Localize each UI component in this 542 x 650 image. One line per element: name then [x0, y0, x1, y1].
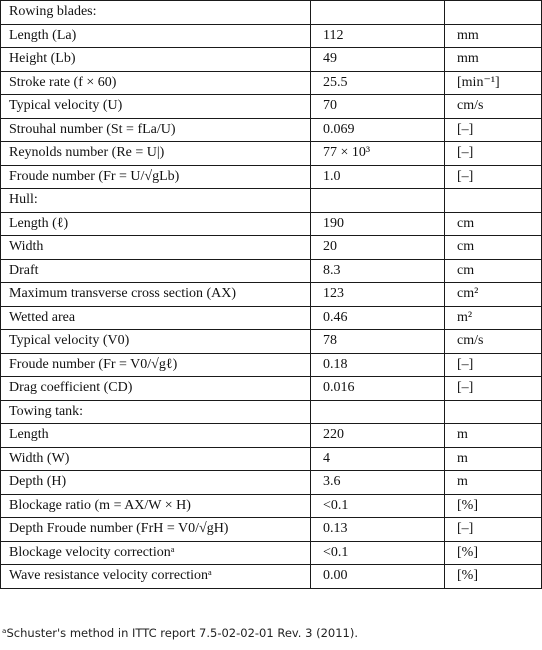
param-value — [311, 1, 445, 25]
table-row — [1, 212, 542, 236]
param-unit: [–] — [445, 165, 542, 189]
table-row — [1, 330, 542, 354]
param-label: Stroke rate (f × 60) — [1, 71, 311, 95]
param-unit: [%] — [445, 494, 542, 518]
param-unit: m — [445, 447, 542, 471]
param-unit: [min⁻¹] — [445, 71, 542, 95]
param-value: 123 — [311, 283, 445, 307]
param-label: Width — [1, 236, 311, 260]
param-label: Drag coefficient (CD) — [1, 377, 311, 401]
param-value: <0.1 — [311, 494, 445, 518]
param-label: Depth (H) — [1, 471, 311, 495]
param-value: 0.016 — [311, 377, 445, 401]
table-row — [1, 424, 542, 448]
param-unit: m — [445, 424, 542, 448]
table-row — [1, 447, 542, 471]
param-label: Blockage ratio (m = AX/W × H) — [1, 494, 311, 518]
param-label: Towing tank: — [1, 400, 311, 424]
param-unit: cm — [445, 212, 542, 236]
param-value: <0.1 — [311, 541, 445, 565]
table-row — [1, 165, 542, 189]
table-row — [1, 518, 542, 542]
param-label: Draft — [1, 259, 311, 283]
param-value: 49 — [311, 48, 445, 72]
param-unit: m² — [445, 306, 542, 330]
table-row — [1, 306, 542, 330]
param-unit — [445, 1, 542, 25]
param-value: 8.3 — [311, 259, 445, 283]
param-unit — [445, 189, 542, 213]
param-label: Reynolds number (Re = U|) — [1, 142, 311, 166]
param-unit: [–] — [445, 518, 542, 542]
param-value: 0.00 — [311, 565, 445, 589]
param-value — [311, 189, 445, 213]
param-value: 25.5 — [311, 71, 445, 95]
param-value: 0.46 — [311, 306, 445, 330]
table-row — [1, 565, 542, 589]
param-unit — [445, 400, 542, 424]
table-row — [1, 142, 542, 166]
param-unit: cm/s — [445, 330, 542, 354]
table-body — [1, 1, 542, 589]
section-row — [1, 400, 542, 424]
table-row — [1, 377, 542, 401]
table-row — [1, 494, 542, 518]
param-value: 220 — [311, 424, 445, 448]
param-label: Hull: — [1, 189, 311, 213]
param-unit: [%] — [445, 541, 542, 565]
param-label: Wetted area — [1, 306, 311, 330]
param-unit: mm — [445, 48, 542, 72]
param-value: 3.6 — [311, 471, 445, 495]
param-unit: [–] — [445, 353, 542, 377]
param-unit: cm — [445, 236, 542, 260]
param-unit: mm — [445, 24, 542, 48]
param-value: 4 — [311, 447, 445, 471]
param-label: Typical velocity (V0) — [1, 330, 311, 354]
param-unit: [–] — [445, 118, 542, 142]
param-label: Height (Lb) — [1, 48, 311, 72]
section-row — [1, 189, 542, 213]
param-value: 77 × 10³ — [311, 142, 445, 166]
table-row — [1, 118, 542, 142]
param-unit: cm — [445, 259, 542, 283]
param-unit: [%] — [445, 565, 542, 589]
param-label: Width (W) — [1, 447, 311, 471]
param-label: Wave resistance velocity correctionᵃ — [1, 565, 311, 589]
param-label: Length — [1, 424, 311, 448]
param-label: Froude number (Fr = V0/√gℓ) — [1, 353, 311, 377]
param-value: 78 — [311, 330, 445, 354]
param-value: 20 — [311, 236, 445, 260]
param-value: 0.069 — [311, 118, 445, 142]
table-row — [1, 471, 542, 495]
table-row — [1, 24, 542, 48]
param-value: 0.13 — [311, 518, 445, 542]
param-label: Depth Froude number (FrH = V0/√gH) — [1, 518, 311, 542]
param-value: 0.18 — [311, 353, 445, 377]
param-unit: [–] — [445, 377, 542, 401]
param-label: Typical velocity (U) — [1, 95, 311, 119]
param-unit: cm/s — [445, 95, 542, 119]
param-value: 70 — [311, 95, 445, 119]
param-label: Length (La) — [1, 24, 311, 48]
param-unit: cm² — [445, 283, 542, 307]
table-row — [1, 353, 542, 377]
param-value — [311, 400, 445, 424]
table-row — [1, 259, 542, 283]
param-value: 190 — [311, 212, 445, 236]
param-value: 112 — [311, 24, 445, 48]
footnote: ᵃSchuster's method in ITTC report 7.5-02-02-01 Rev. 3 (2011). — [2, 626, 358, 640]
table-row — [1, 48, 542, 72]
param-label: Length (ℓ) — [1, 212, 311, 236]
table-row — [1, 95, 542, 119]
table-row — [1, 236, 542, 260]
param-label: Rowing blades: — [1, 1, 311, 25]
param-label: Strouhal number (St = fLa/U) — [1, 118, 311, 142]
param-label: Maximum transverse cross section (AX) — [1, 283, 311, 307]
param-unit: [–] — [445, 142, 542, 166]
param-label: Blockage velocity correctionᵃ — [1, 541, 311, 565]
table-row — [1, 71, 542, 95]
table-row — [1, 541, 542, 565]
param-unit: m — [445, 471, 542, 495]
table-row — [1, 283, 542, 307]
param-label: Froude number (Fr = U/√gLb) — [1, 165, 311, 189]
section-row — [1, 1, 542, 25]
param-value: 1.0 — [311, 165, 445, 189]
